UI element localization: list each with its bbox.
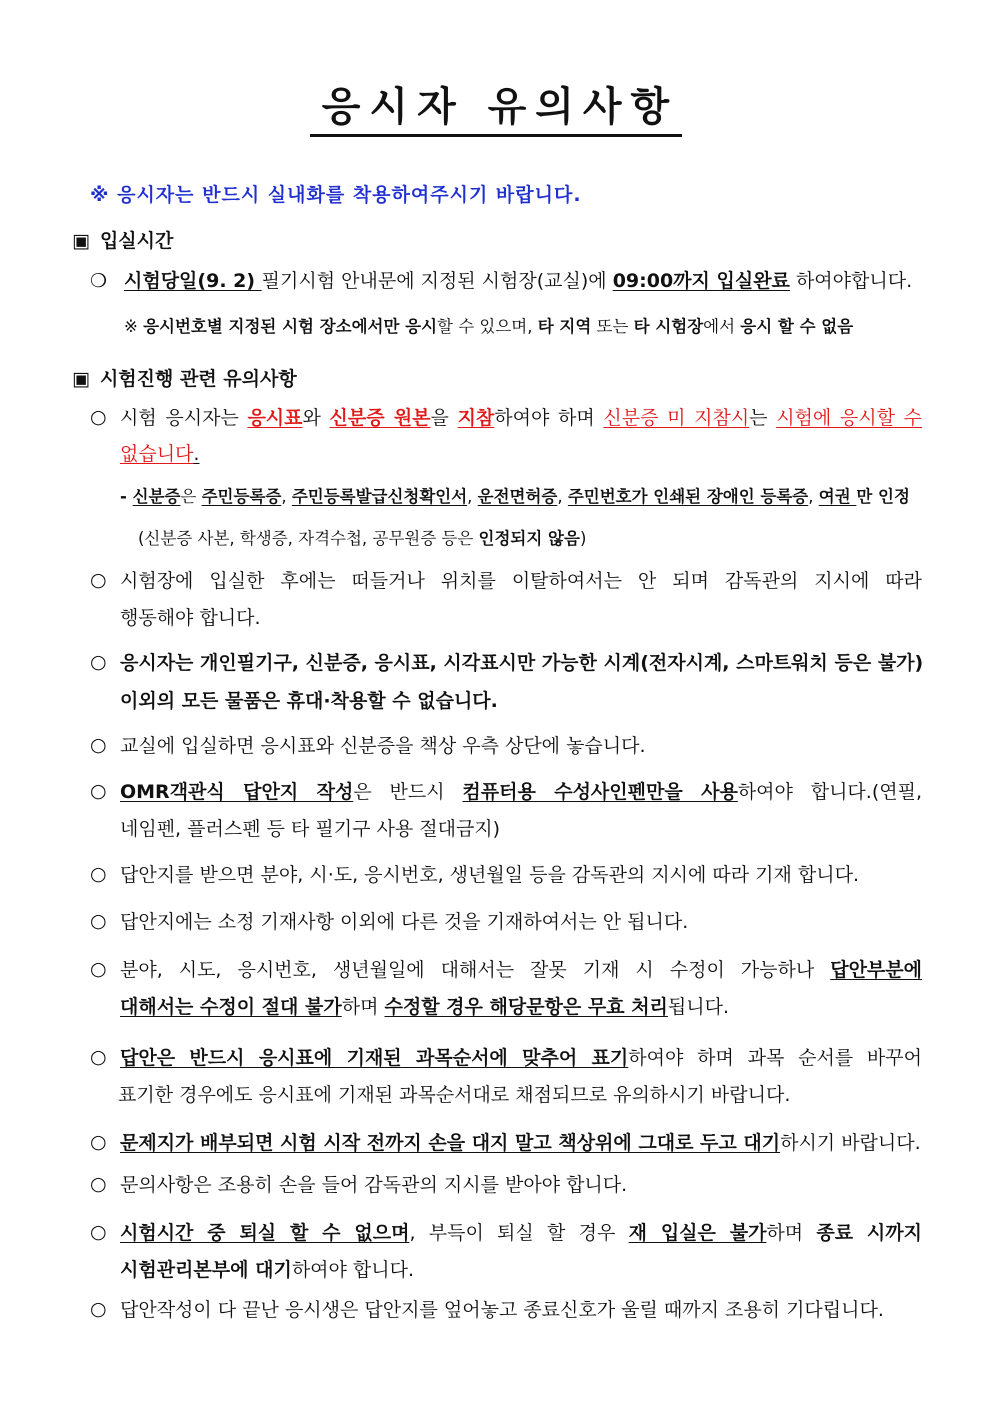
page-title-text: 응시자 유의사항 [310, 82, 682, 137]
rule-behavior-line2: 행동해야 합니다. [120, 607, 261, 629]
rule-fill-answer-sheet: 답안지를 받으면 분야, 시·도, 응시번호, 생년월일 등을 감독관의 지시에 따라 기재 합니다. [120, 864, 860, 886]
circle-bullet-icon: ○ [90, 569, 107, 591]
rule-behavior-line1: 시험장에 입실한 후에는 떠들거나 위치를 이탈하여서는 안 되며 감독관의 지시에 따라 [120, 570, 922, 592]
entry-time-line: 시험당일(9. 2) 필기시험 안내문에 지정된 시험장(교실)에 09:00까지 입실완료 하여야합니다. [124, 270, 913, 292]
section-heading-exam-rules [72, 364, 297, 391]
rule-id-required-line1: 시험 응시자는 응시표와 신분증 원본을 지참하여야 하며 신분증 미 지참시는 시험에 응시할 수 [120, 407, 922, 429]
section-heading-entry-time [72, 226, 173, 253]
slippers-notice: ※ 응시자는 반드시 실내화를 착용하여주시기 바랍니다. [90, 184, 582, 206]
rule-raise-hand: 문의사항은 조용히 손을 들어 감독관의 지시를 받아야 합니다. [120, 1174, 628, 1196]
rule-omr-pen-line1: OMR객관식 답안지 작성은 반드시 컴퓨터용 수성사인펜만을 사용하여야 합니다.(연필, [120, 781, 922, 803]
circle-bullet-icon: ○ [90, 734, 107, 756]
rule-subject-order-line2: 표기한 경우에도 응시표에 기재된 과목순서대로 채점되므로 유의하시기 바랍니다. [118, 1084, 791, 1106]
circle-bullet-icon: ○ [90, 863, 107, 885]
circle-bullet-icon: ○ [90, 910, 107, 932]
entry-location-note: ※ 응시번호별 지정된 시험 장소에서만 응시할 수 있으며, 타 지역 또는 타 시험장에서 응시 할 수 없음 [124, 317, 854, 336]
rule-id-required-line2: 없습니다. [120, 443, 200, 465]
rule-place-id-on-desk: 교실에 입실하면 응시표와 신분증을 책상 우측 상단에 놓습니다. [120, 735, 646, 757]
ring-bullet-icon: ❍ [90, 270, 108, 292]
circle-bullet-icon: ○ [90, 651, 107, 673]
rule-allowed-items-line1: 응시자는 개인필기구, 신분증, 응시표, 시각표시만 가능한 시계(전자시계, 스마트워치 등은 불가) [120, 652, 924, 674]
rule-correction-line2: 대해서는 수정이 절대 불가하며 수정할 경우 해당문항은 무효 처리됩니다. [120, 996, 730, 1018]
rule-no-leaving-line1: 시험시간 중 퇴실 할 수 없으며, 부득이 퇴실 할 경우 재 입실은 불가하며 종료 시까지 [120, 1222, 922, 1244]
circle-bullet-icon: ○ [90, 1046, 107, 1068]
rule-subject-order-line1: 답안은 반드시 응시표에 기재된 과목순서에 맞추어 표기하여야 하며 과목 순서를 바꾸어 [120, 1047, 922, 1069]
rule-allowed-items-line2: 이외의 모든 물품은 휴대·착용할 수 없습니다. [120, 690, 498, 712]
square-bullet-icon: ▣ [72, 368, 90, 390]
square-bullet-icon: ▣ [72, 230, 90, 252]
section-heading-text: 입실시간 [99, 230, 174, 252]
rule-correction-line1: 분야, 시도, 응시번호, 생년월일에 대해서는 잘못 기재 시 수정이 가능하나 답안부분에 [120, 959, 922, 981]
circle-bullet-icon: ○ [90, 958, 107, 980]
not-accepted-id-note: (신분증 사본, 학생증, 자격수첩, 공무원증 등은 인정되지 않음) [138, 529, 587, 548]
accepted-id-list: - 신분증은 주민등록증, 주민등록발급신청확인서, 운전면허증, 주민번호가 인쇄된 장애인 등록증, 여권 만 인정 [120, 487, 910, 506]
rule-omr-pen-line2: 네임펜, 플러스펜 등 타 필기구 사용 절대금지) [120, 818, 501, 840]
rule-wait-before-start: 문제지가 배부되면 시험 시작 전까지 손을 대지 말고 책상위에 그대로 두고 대기하시기 바랍니다. [120, 1132, 921, 1154]
circle-bullet-icon: ○ [90, 780, 107, 802]
circle-bullet-icon: ○ [90, 1173, 107, 1195]
rule-after-finishing: 답안작성이 다 끝난 응시생은 답안지를 엎어놓고 종료신호가 울릴 때까지 조용히 기다립니다. [120, 1299, 884, 1321]
rule-no-leaving-line2: 시험관리본부에 대기하여야 합니다. [120, 1259, 415, 1281]
circle-bullet-icon: ○ [90, 1221, 107, 1243]
circle-bullet-icon: ○ [90, 1131, 107, 1153]
section-heading-text: 시험진행 관련 유의사항 [99, 368, 297, 390]
rule-no-extra-writing: 답안지에는 소정 기재사항 이외에 다른 것을 기재하여서는 안 됩니다. [120, 911, 689, 933]
circle-bullet-icon: ○ [90, 406, 107, 428]
circle-bullet-icon: ○ [90, 1298, 107, 1320]
page-title [0, 82, 992, 137]
